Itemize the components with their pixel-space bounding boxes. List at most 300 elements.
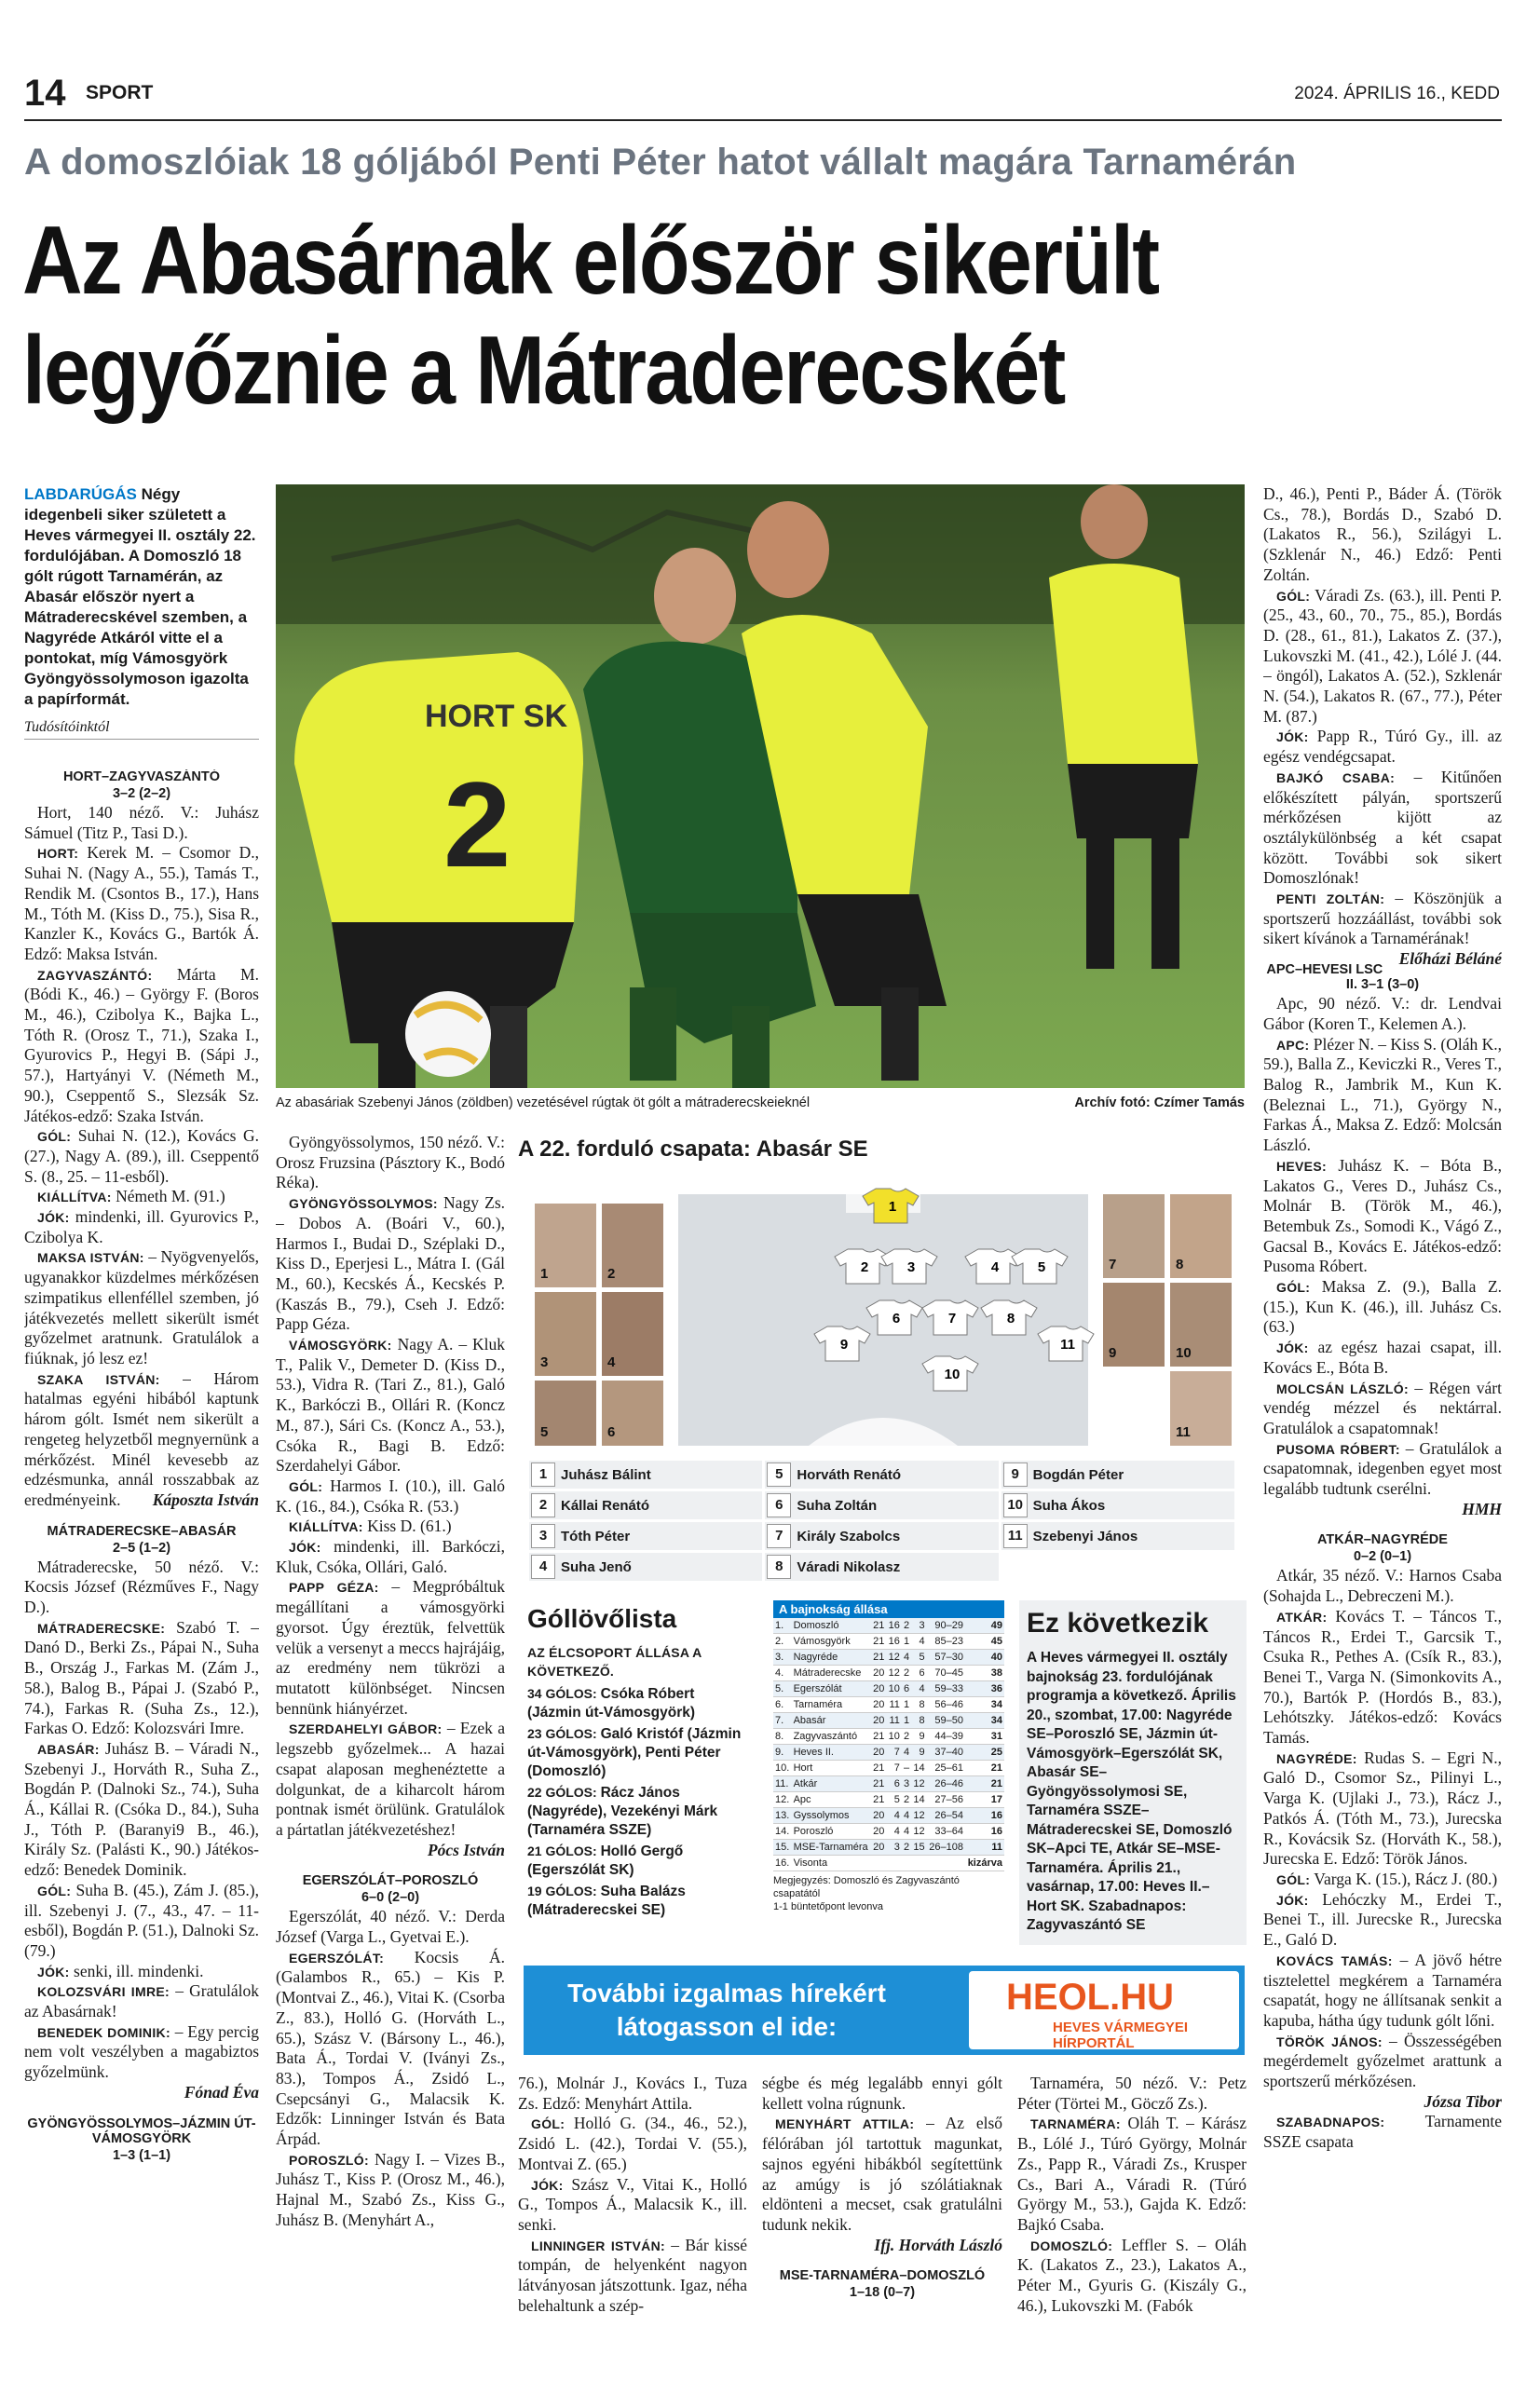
roster-number: 1	[531, 1462, 555, 1487]
roster-name: Suha Ákos	[1032, 1497, 1106, 1514]
lineup-label: HORT:	[37, 846, 79, 862]
quote-text: – Megpróbáltuk megállítani a vámosgyörki gyorsot. Úgy éreztük, felvettük velük a versenyt a meccs hajrájáig, az eredmény nem tükrözi a mutatott különbséget. Nincsen bennünk hiányérzet.	[276, 1577, 505, 1718]
standings-cell: MSE-Tarnaméra	[792, 1840, 871, 1856]
photo-badge: 4	[607, 1354, 616, 1370]
quote-text: – Bár kissé tompán, de helyenként nagyon látványosan játszottunk. Igaz, néha belehaltunk a szép-	[518, 2235, 747, 2315]
standings-cell: 11	[965, 1840, 1004, 1856]
goalscorer-count: 21 GÓLOS:	[527, 1843, 601, 1858]
best-label: JÓK:	[531, 2177, 564, 2193]
roster-cell	[529, 1461, 762, 1489]
match-info: Atkár, 35 néző. V.: Harnos Csaba (Sohajda L., Debreczeni M.).	[1263, 1566, 1502, 1606]
roster-cell	[529, 1553, 762, 1581]
standings-cell: kizárva	[965, 1856, 1004, 1871]
roster-name: Suha Zoltán	[797, 1497, 878, 1514]
standings-cell: 44–39	[927, 1729, 965, 1745]
photo-badge: 8	[1176, 1257, 1184, 1272]
player-shirt-number: 6	[892, 1311, 901, 1326]
goal-text: Maksa Z. (9.), Balla Z. (15.), Kun K. (46.), ill. Juhász Cs. (63.)	[1263, 1277, 1502, 1337]
standings-cell: Abasár	[792, 1713, 871, 1729]
quote-label: BAJKÓ CSABA:	[1276, 769, 1396, 785]
roster-cell	[765, 1491, 998, 1519]
quote-label: BENEDEK DOMINIK:	[37, 2024, 170, 2040]
roster-cell	[1001, 1522, 1234, 1550]
quote-label: MENYHÁRT ATTILA:	[775, 2116, 915, 2132]
footnote-line: Megjegyzés: Domoszló és Zagyvaszántó csapatától	[773, 1875, 960, 1899]
standings-cell: 16.	[773, 1856, 792, 1871]
author-signature: Pócs István	[427, 1840, 505, 1859]
lineup-text: Rudas S. – Egri N., Galó D., Csomor Sz., Pilinyi L., Varga K. (Ujlaki J., 73.), Rácz J., Patkós Á. (Tóth M., 73.), Jurecska R., Kovácsik Sz. (Horváth K., 58.), Jurecska E. Edző: Török János.	[1263, 1748, 1502, 1869]
standings-cell: Gyssolymos	[792, 1808, 871, 1824]
photo-badge: 7	[1109, 1257, 1117, 1272]
standings-cell: 25	[965, 1745, 1004, 1761]
standings-cell: 14	[911, 1761, 926, 1776]
author-signature: Ifj. Horváth László	[874, 2235, 1002, 2254]
goalscorer-title: Góllövőlista	[527, 1604, 677, 1633]
standings-cell: 2	[902, 1792, 911, 1808]
match-title: ATKÁR–NAGYRÉDE	[1317, 1532, 1448, 1548]
team-of-round-title: A 22. forduló csapata: Abasár SE	[518, 1136, 868, 1162]
standings-cell: 26–54	[927, 1808, 965, 1824]
standings-cell: 13.	[773, 1808, 792, 1824]
best-label: JÓK:	[37, 1210, 70, 1226]
standings-row	[773, 1650, 1004, 1666]
standings-cell: 20	[871, 1666, 886, 1681]
lineup-label: APC:	[1276, 1037, 1310, 1053]
standings-cell: 2.	[773, 1634, 792, 1650]
lead-tag: LABDARÚGÁS	[24, 485, 137, 503]
match-score: 3–2 (2–2)	[112, 786, 171, 801]
standings-cell: 14	[911, 1792, 926, 1808]
standings-cell: 21	[871, 1634, 886, 1650]
lineup-text: Oláh T. – Kárász B., Lólé J., Túró György, Molnár Zs., Papp R., Váradi Zs., Krusper Cs., Bari A., Váradi R. (Túró György M., 53.), Gajda K. Edző: Bajkó Csaba.	[1017, 2114, 1247, 2234]
article-column-3b	[762, 2074, 1002, 2390]
headline	[22, 207, 1304, 426]
roster-row	[529, 1522, 1237, 1550]
formation-pitch	[529, 1176, 1237, 1446]
standings-cell: 8	[911, 1697, 926, 1713]
standings-cell: 4	[902, 1808, 911, 1824]
roster-number: 4	[531, 1555, 555, 1579]
standings-cell: 21	[871, 1761, 886, 1776]
lineup-text: Juhász K. – Bóta B., Lakatos G., Veres D., Juhász Cs., Molnár B. (Török M., 46.), Betembuk Zs., Somodi K., Vágó Z., Gacsal B., Kovács E. Játékos-edző: Pusoma Róbert.	[1263, 1155, 1502, 1276]
standings-cell: 16	[886, 1634, 901, 1650]
best-label: JÓK:	[289, 1540, 321, 1556]
standings-row	[773, 1776, 1004, 1792]
roster-name: Tóth Péter	[561, 1528, 631, 1544]
best-label: JÓK:	[1276, 1340, 1309, 1356]
off-label: SZABADNAPOS:	[1276, 2115, 1385, 2130]
standings-cell: 56–46	[927, 1697, 965, 1713]
match-info: Egerszólát, 40 néző. V.: Derda József (Varga L., Gyetvai E.).	[276, 1907, 505, 1947]
match-photo	[276, 484, 1245, 1088]
photo-caption: Az abasáriak Szebenyi János (zöldben) vezetésével rúgtak öt gólt a mátraderecskeieknél	[276, 1095, 811, 1110]
author-signature: Előházi Béláné	[1398, 949, 1502, 969]
best-text: senki, ill. mindenki.	[74, 1961, 204, 1980]
standings-cell: 15	[911, 1840, 926, 1856]
goal-text: Suhai N. (12.), Kovács G. (27.), Nagy A. (89.), ill. Cseppentő S. (8., 25. – 11-esből).	[24, 1126, 259, 1186]
kicker: A domoszlóiak 18 góljából Penti Péter hatot vállalt magára Tarnamérán	[24, 142, 1297, 183]
standings-cell: 6	[902, 1681, 911, 1697]
match-title: EGERSZÓLÁT–POROSZLÓ	[302, 1873, 479, 1889]
lineup-label: DOMOSZLÓ:	[1030, 2238, 1113, 2253]
roster-cell	[765, 1461, 998, 1489]
roster-number: 3	[531, 1524, 555, 1548]
player-shirt-number: 8	[1006, 1311, 1015, 1326]
standings-cell: 7.	[773, 1713, 792, 1729]
photo-badge: 6	[607, 1424, 616, 1440]
goalscorer-name: Rácz János (Nagyréde), Vezekényi Márk (Tarnaméra SSZE)	[527, 1785, 718, 1838]
quote-text: – Régen várt vendég mézzel és nektárral. Gratulálok a csapatomnak!	[1263, 1378, 1502, 1437]
goal-label: GÓL:	[1276, 1872, 1311, 1887]
standings-cell: 21	[871, 1618, 886, 1634]
match-info: Apc, 90 néző. V.: dr. Lendvai Gábor (Koren T., Kelemen A.).	[1263, 994, 1502, 1033]
standings-cell: 57–30	[927, 1650, 965, 1666]
standings-cell: 25–61	[927, 1761, 965, 1776]
standings-cell: 20	[871, 1745, 886, 1761]
quote-text: – Három hatalmas egyéni hibából kaptunk három gólt. Ismét nem sikerült a rengeteg helyzetből megnyernünk a mérkőzést. Minél kevesebb az edzésmunka, annál rosszabbak az eredményeink.	[24, 1368, 259, 1509]
shirt-text: HORT SK	[425, 699, 567, 734]
standings-cell: 20	[871, 1824, 886, 1840]
lineup-text: Nagy Zs. – Dobos A. (Boári V., 60.), Harmos I., Budai D., Széplaki D., Kiss D., Eperjesi L., Mátra I. (Gál M., 60.), Kecskés Á., Kecskés P. (Kaszás B., 79.), Cseh J. Edző: Papp Géza.	[276, 1193, 505, 1334]
standings-cell: 12	[911, 1776, 926, 1792]
standings-table	[773, 1600, 1004, 1913]
standings-cell: 21	[871, 1729, 886, 1745]
roster-number: 6	[767, 1493, 791, 1517]
match-title: APC–HEVESI LSC II. 3–1 (3–0)	[1266, 962, 1420, 993]
photo-badge: 10	[1176, 1345, 1192, 1361]
quote-label: SZAKA ISTVÁN:	[37, 1371, 160, 1387]
roster-cell	[529, 1491, 762, 1519]
page-number: 14	[24, 73, 66, 114]
standings-row	[773, 1697, 1004, 1713]
body-text: D., 46.), Penti P., Báder Á. (Török Cs., 78.), Bordás D., Szabó D. (Lakatos R., 56.), Szilágyi L. (Szklenár N., 46.) Edző: Penti Zoltán.	[1263, 484, 1502, 584]
standings-cell: 31	[965, 1729, 1004, 1745]
heol-logo: HEOL.HU	[1006, 1977, 1174, 2018]
standings-cell	[871, 1856, 886, 1871]
quote-text: – Gratulálok a csapatomnak, idegenben egyet most legalább tudtunk cserélni.	[1263, 1438, 1502, 1499]
lineup-text: Nagy I. – Vizes B., Juhász T., Kiss P. (Orosz M., 46.), Hajnal M., Szabó Zs., Kiss G., Juhász B. (Menyhárt A.,	[276, 2149, 505, 2229]
standings-cell: 16	[886, 1618, 901, 1634]
quote-text: – Ezek a legszebb győzelmek... A hazai csapat alaposan meghenéztette a dolgunkat, de a kiharcolt három pontnak ismét örülünk. Gratulálok a pártatlan játékvezetéshez!	[276, 1719, 505, 1839]
standings-cell: Poroszló	[792, 1824, 871, 1840]
quote-label: MOLCSÁN LÁSZLÓ:	[1276, 1381, 1409, 1396]
goalscorer-row	[527, 1783, 743, 1840]
shirt-number: 2	[443, 756, 511, 892]
quote-text: – Összességében megérdemelt győzelmet arattunk a sportszerű mérkőzésen.	[1263, 2031, 1502, 2091]
article-column-1	[24, 769, 259, 2390]
standings-cell: 10	[886, 1681, 901, 1697]
roster-cell	[1001, 1461, 1234, 1489]
lineup-text: Plézer N. – Kiss S. (Oláh K., 59.), Balla Z., Keviczki R., Veres T., Balog R., Jambrik M., Kun K. (Beleznai L., 71.), György N., Farkas Á., Maksa Z. Edző: Molcsán László.	[1263, 1034, 1502, 1155]
match-title: MÁTRADERECSKE–ABASÁR	[47, 1523, 237, 1539]
standings-cell: 59–50	[927, 1713, 965, 1729]
photo-badge: 5	[540, 1424, 549, 1440]
article-column-2	[276, 1133, 505, 2251]
goalscorer-row	[527, 1842, 743, 1880]
standings-cell: 40	[965, 1650, 1004, 1666]
photo-badge: 3	[540, 1354, 549, 1370]
lineup-text: Nagy A. – Kluk T., Palik V., Demeter D. (Kiss D., 53.), Vidra R. (Tari Z., 81.), Galó K., Barkóczi B., Ollári R. (Koncz M., 87.), Sári Cs. (Koncz A., 53.), Csóka R., Bagi B. Edző: Szerdahelyi Gábor.	[276, 1335, 505, 1476]
roster-number: 11	[1003, 1524, 1028, 1548]
standings-row	[773, 1745, 1004, 1761]
quote-text: – Köszönjük a sportszerű hozzáállást, további sok sikert kívánok a Tarnamérának!	[1263, 889, 1502, 948]
standings-cell: Nagyréde	[792, 1650, 871, 1666]
goalscorer-subtitle: AZ ÉLCSOPORT ÁLLÁSA A KÖVETKEZŐ.	[527, 1645, 702, 1679]
lineup-text: Márta M. (Bódi K., 46.) – György F. (Boros M., 46.), Czibolya K., Bajka L., Tóth R. (Orosz T., 71.), Szaka I., Gyurovics P., Hegyi B. (Sápi J., 57.), Hartyányi V. (Németh M., 90.), Cseppentő S., Slezsák Sz. Játékos-edző: Szaka István.	[24, 964, 259, 1125]
goal-label: GÓL:	[1276, 1280, 1311, 1296]
standings-row	[773, 1761, 1004, 1776]
author-signature: Káposzta István	[152, 1490, 259, 1509]
standings-row	[773, 1856, 1004, 1871]
lineup-label: TARNAMÉRA:	[1030, 2116, 1121, 2132]
player-shirt-number: 5	[1037, 1259, 1046, 1275]
sendoff-label: KIÁLLÍTVA:	[37, 1190, 112, 1205]
standings-cell: 27–56	[927, 1792, 965, 1808]
standings-cell: 21	[965, 1761, 1004, 1776]
standings-cell: 6.	[773, 1697, 792, 1713]
article-column-3a	[518, 2074, 747, 2390]
lineup-label: EGERSZÓLÁT:	[289, 1950, 385, 1966]
match-title: HORT–ZAGYVASZÁNTÓ	[62, 769, 221, 784]
goalscorer-row	[527, 1724, 743, 1781]
goalscorer-name: Suha Balázs (Mátraderecskei SE)	[527, 1884, 686, 1918]
roster-cell	[1001, 1553, 1234, 1581]
author-signature: HMH	[1462, 1499, 1502, 1518]
standings-cell: 3	[902, 1776, 911, 1792]
lineup-label: GYÖNGYÖSSOLYMOS:	[289, 1196, 438, 1212]
photo-credit: Archív fotó: Czímer Tamás	[1074, 1095, 1245, 1110]
standings-cell: 16	[965, 1824, 1004, 1840]
quote-label: KOVÁCS TAMÁS:	[1276, 1952, 1393, 1968]
goalscorer-name: Csóka Róbert (Jázmin út-Vámosgyörk)	[527, 1686, 696, 1721]
match-info: Tarnaméra, 50 néző. V.: Petz Péter (Törtei M., Göcző Zs.).	[1017, 2074, 1247, 2113]
author-signature: Józsa Tibor	[1424, 2091, 1502, 2111]
standings-cell: 21	[871, 1650, 886, 1666]
standings-row	[773, 1808, 1004, 1824]
standings-cell: 7	[886, 1761, 901, 1776]
player-shirt-number: 3	[906, 1259, 916, 1275]
standings-cell: 21	[871, 1776, 886, 1792]
standings-cell: 26–108	[927, 1840, 965, 1856]
roster-number: 7	[767, 1524, 791, 1548]
standings-cell: 6	[911, 1666, 926, 1681]
standings-cell: 1.	[773, 1618, 792, 1634]
standings-cell: 8	[911, 1713, 926, 1729]
quote-text: – Gratulálok az Abasárnak!	[24, 1981, 259, 2021]
standings-cell: 4	[886, 1824, 901, 1840]
standings-cell: 2	[902, 1618, 911, 1634]
roster-number: 8	[767, 1555, 791, 1579]
roster-name: Horváth Renátó	[797, 1466, 902, 1483]
section-label: SPORT	[86, 82, 154, 103]
standings-cell: 4	[911, 1681, 926, 1697]
standings-footnote	[773, 1874, 1004, 1913]
roster-number: 10	[1003, 1493, 1028, 1517]
standings-cell: 10	[886, 1729, 901, 1745]
lineup-label: ABASÁR:	[37, 1741, 100, 1757]
standings-cell: Hort	[792, 1761, 871, 1776]
roster-name: Bogdán Péter	[1032, 1466, 1124, 1483]
standings-cell: 3	[886, 1840, 901, 1856]
standings-cell: 12	[886, 1666, 901, 1681]
standings-cell: 4	[886, 1808, 901, 1824]
match-info: Mátraderecske, 50 néző. V.: Kocsis József (Rézműves F., Nagy D.).	[24, 1557, 259, 1617]
roster-name: Váradi Nikolasz	[797, 1558, 901, 1575]
standings-cell: 1	[902, 1713, 911, 1729]
standings-cell: 37–40	[927, 1745, 965, 1761]
goal-text: Harmos I. (10.), ill. Galó K. (16., 84.), Csóka R. (53.)	[276, 1476, 505, 1516]
headline-line-2: legyőznie a Mátraderecskét	[22, 316, 1065, 425]
best-text: Papp R., Túró Gy., ill. az egész vendégcsapat.	[1263, 727, 1502, 767]
standings-cell: 45	[965, 1634, 1004, 1650]
standings-cell	[902, 1856, 911, 1871]
standings-cell: 5	[886, 1792, 901, 1808]
goalscorer-row	[527, 1882, 743, 1920]
lineup-text: Kocsis Á. (Galambos R., 65.) – Kis P. (Montvai Z., 46.), Vitai K. (Csorba Z., 83.), Holló G. (Horváth L., 65.), Szász V. (Bársony L., 46.), Bata Á., Tordai V. (Iványi Zs., 83.), Tompos Á., Zsidó L., Csepcsányi G., Malacsik K. Edzők: Linninger István és Bata Árpád.	[276, 1947, 505, 2149]
standings-row	[773, 1840, 1004, 1856]
standings-cell: 17	[965, 1792, 1004, 1808]
standings-cell: 33–64	[927, 1824, 965, 1840]
standings-cell: 34	[965, 1697, 1004, 1713]
roster-name: Király Szabolcs	[797, 1528, 901, 1544]
standings-cell: Zagyvaszántó	[792, 1729, 871, 1745]
quote-text: – A jövő hétre tisztelettel megkérem a Tarnaméra csapatát, hogy ne állítsanak senkit a kapuba, hátha úgy tudunk gólt lőni.	[1263, 1950, 1502, 2030]
off-text: Tarnamente SSZE csapata	[1263, 2112, 1502, 2152]
roster-cell	[765, 1553, 998, 1581]
standings-cell: 12.	[773, 1792, 792, 1808]
standings-cell: 4	[902, 1824, 911, 1840]
standings-cell: 4	[902, 1745, 911, 1761]
heol-subtitle	[1053, 2020, 1188, 2051]
roster-name: Szebenyi János	[1032, 1528, 1138, 1544]
player-shirt-number: 1	[888, 1199, 897, 1215]
roster-row	[529, 1553, 1237, 1581]
quote-label: MAKSA ISTVÁN:	[37, 1250, 144, 1266]
goal-label: GÓL:	[37, 1883, 72, 1898]
goal-label: GÓL:	[37, 1129, 72, 1145]
standings-row	[773, 1713, 1004, 1729]
standings-row	[773, 1729, 1004, 1745]
best-label: JÓK:	[1276, 1892, 1309, 1908]
goalscorer-count: 19 GÓLOS:	[527, 1884, 601, 1898]
standings-row	[773, 1666, 1004, 1681]
body-text: 76.), Molnár J., Kovács I., Tuza Zs. Edző: Menyhárt Attila.	[518, 2074, 747, 2113]
article-column-3c	[1017, 2074, 1247, 2390]
standings-cell: 2	[902, 1666, 911, 1681]
standings-cell: 20	[871, 1713, 886, 1729]
roster-cell	[1001, 1491, 1234, 1519]
match-info: Hort, 140 néző. V.: Juhász Sámuel (Titz P., Tasi D.).	[24, 803, 259, 842]
quote-text: – Nyögvenyelős, ugyanakkor küzdelmes mérkőzésen szimpatikus ellenféllel szemben, jó játékvezetés mellett sikerült ismét győzelmet aratnunk. Gratulálok a fiúknak, jó lesz ez!	[24, 1247, 259, 1367]
sendoff-text: Németh M. (91.)	[116, 1187, 225, 1206]
standings-cell: 59–33	[927, 1681, 965, 1697]
heol-subtitle-line: HÍRPORTÁL	[1053, 2035, 1135, 2051]
standings-row	[773, 1634, 1004, 1650]
sendoff-text: Kiss D. (61.)	[367, 1517, 452, 1536]
goalscorer-name: Galó Kristóf (Jázmin út-Vámosgyörk), Penti Péter (Domoszló)	[527, 1726, 742, 1779]
best-label: JÓK:	[37, 1964, 70, 1979]
headline-line-1: Az Abasárnak először sikerült	[22, 207, 1159, 315]
standings-cell: 20	[871, 1808, 886, 1824]
roster-number: 2	[531, 1493, 555, 1517]
quote-label: KOLOZSVÁRI IMRE:	[37, 1984, 170, 2000]
standings-cell: 38	[965, 1666, 1004, 1681]
goalscorer-name: Holló Gergő (Egerszólát SK)	[527, 1843, 684, 1878]
goal-label: GÓL:	[1276, 588, 1311, 604]
standings-cell: 20	[871, 1681, 886, 1697]
quote-label: SZERDAHELYI GÁBOR:	[289, 1721, 443, 1737]
article-column-4	[1263, 484, 1502, 2394]
best-text: mindenki, ill. Gyurovics P., Czibolya K.	[24, 1207, 259, 1246]
player-shirt-number: 9	[839, 1337, 849, 1353]
standings-cell: Atkár	[792, 1776, 871, 1792]
promo-text: További izgalmas hírekért látogasson el ide:	[567, 1979, 886, 2041]
standings-cell: Egerszólát	[792, 1681, 871, 1697]
match-score: 0–2 (0–1)	[1353, 1549, 1412, 1565]
lineup-text: Szabó T. – Danó D., Berki Zs., Pápai N., Suha B., Ország J., Farkas M. (Zám J., 58.), Balog B., Pápai J. (Szabó P., 74.), Farkas R. (Suha Zs., 12.), Farkas O. Edző: Kolozsvári Imre.	[24, 1617, 259, 1738]
standings-cell: 12	[911, 1824, 926, 1840]
roster-name: Suha Jenő	[561, 1558, 632, 1575]
best-text: mindenki, ill. Barkóczi, Kluk, Csóka, Ollári, Galó.	[276, 1537, 505, 1576]
heol-subtitle-line: HEVES VÁRMEGYEI	[1053, 2020, 1189, 2035]
standings-cell: 14.	[773, 1824, 792, 1840]
best-text: Szász V., Vitai K., Holló G., Tompos Á., Malacsik K., ill. senki.	[518, 2174, 747, 2234]
standings-cell: Mátraderecske	[792, 1666, 871, 1681]
quote-text: – Egy percig nem volt veszélyben a magabiztos győzelmünk.	[24, 2021, 259, 2082]
standings-cell: 3.	[773, 1650, 792, 1666]
byline: Tudósítóinktól	[24, 719, 259, 740]
standings-cell: 6	[886, 1776, 901, 1792]
lineup-text: Juhász B. – Váradi N., Szebenyi J., Horváth R., Suha Z., Bogdán P. (Dalnoki Sz., 74.), Suha Á., Kállai R. (Csóka D., 84.), Suha J., Tóth P. (Baranyi9 B., 46.), Király Sz. (Palásti K., 90.) Játékos-edző: Benedek Dominik.	[24, 1738, 259, 1880]
standings-cell: 2	[902, 1729, 911, 1745]
goalscorer-count: 34 GÓLOS:	[527, 1686, 601, 1701]
standings-cell: –	[902, 1761, 911, 1776]
standings-cell: 2	[902, 1840, 911, 1856]
standings-cell: 10.	[773, 1761, 792, 1776]
standings-cell: 26–46	[927, 1776, 965, 1792]
photo-badge: 2	[607, 1266, 616, 1282]
standings-cell: 12	[911, 1808, 926, 1824]
standings-cell: 49	[965, 1618, 1004, 1634]
standings-title: A bajnokság állása	[773, 1600, 1004, 1618]
best-text: az egész hazai csapat, ill. Kovács E., Bóta B.	[1263, 1338, 1502, 1377]
body-text: ségbe és még legalább ennyi gólt kellett volna rúgnunk.	[762, 2074, 1002, 2113]
quote-label: PENTI ZOLTÁN:	[1276, 891, 1385, 907]
best-label: JÓK:	[1276, 729, 1309, 745]
formation-graphic	[529, 1176, 1237, 1446]
roster-name: Kállai Renátó	[561, 1497, 650, 1514]
standings-cell: Vámosgyörk	[792, 1634, 871, 1650]
next-round-body: A Heves vármegyei II. osztály bajnokság 23. fordulójának programja a következő. Április 20., szombat, 17.00: Nagyréde SE–Poroszló SE, Jázmin út-Vámosgyörk–Egerszólát SK, Abasár SE–Gyöngyössolymosi SE, Tarnaméra SSZE–Mátraderecskei SE, Domoszló SK–Apci TE, Atkár SE–MSE-Tarnaméra. Április 21., vasárnap, 17.00: Heves II.–Hort SK. Szabadnapos: Zagyvaszántó SE	[1027, 1650, 1236, 1933]
standings-cell	[927, 1856, 965, 1871]
quote-text: – Az első félórában jól tartottuk magunkat, sajnos egyéni hibákból segítettünk az amúgy is jó szólátiaknak eldönteni a mecset, csak gratulálni tudunk nekik.	[762, 2114, 1002, 2234]
standings-cell: 20	[871, 1697, 886, 1713]
standings-cell: 5	[911, 1650, 926, 1666]
standings-cell: 16	[965, 1808, 1004, 1824]
goal-text: Holló G. (34., 46., 52.), Zsidó L. (42.), Tordai V. (55.), Montvai Z. (65.)	[518, 2114, 747, 2173]
standings-cell: 11	[886, 1697, 901, 1713]
player-shirt-number: 2	[860, 1259, 869, 1275]
standings-cell: Heves II.	[792, 1745, 871, 1761]
lineup-label: HEVES:	[1276, 1158, 1327, 1174]
photo-illustration	[276, 484, 1245, 1088]
goal-label: GÓL:	[531, 2116, 565, 2132]
goal-text: Varga K. (15.), Rácz J. (80.)	[1314, 1870, 1498, 1888]
goalscorer-list	[527, 1643, 743, 1922]
standings-cell: 5.	[773, 1681, 792, 1697]
roster-number: 9	[1003, 1462, 1028, 1487]
quote-label: PUSOMA RÓBERT:	[1276, 1441, 1400, 1457]
